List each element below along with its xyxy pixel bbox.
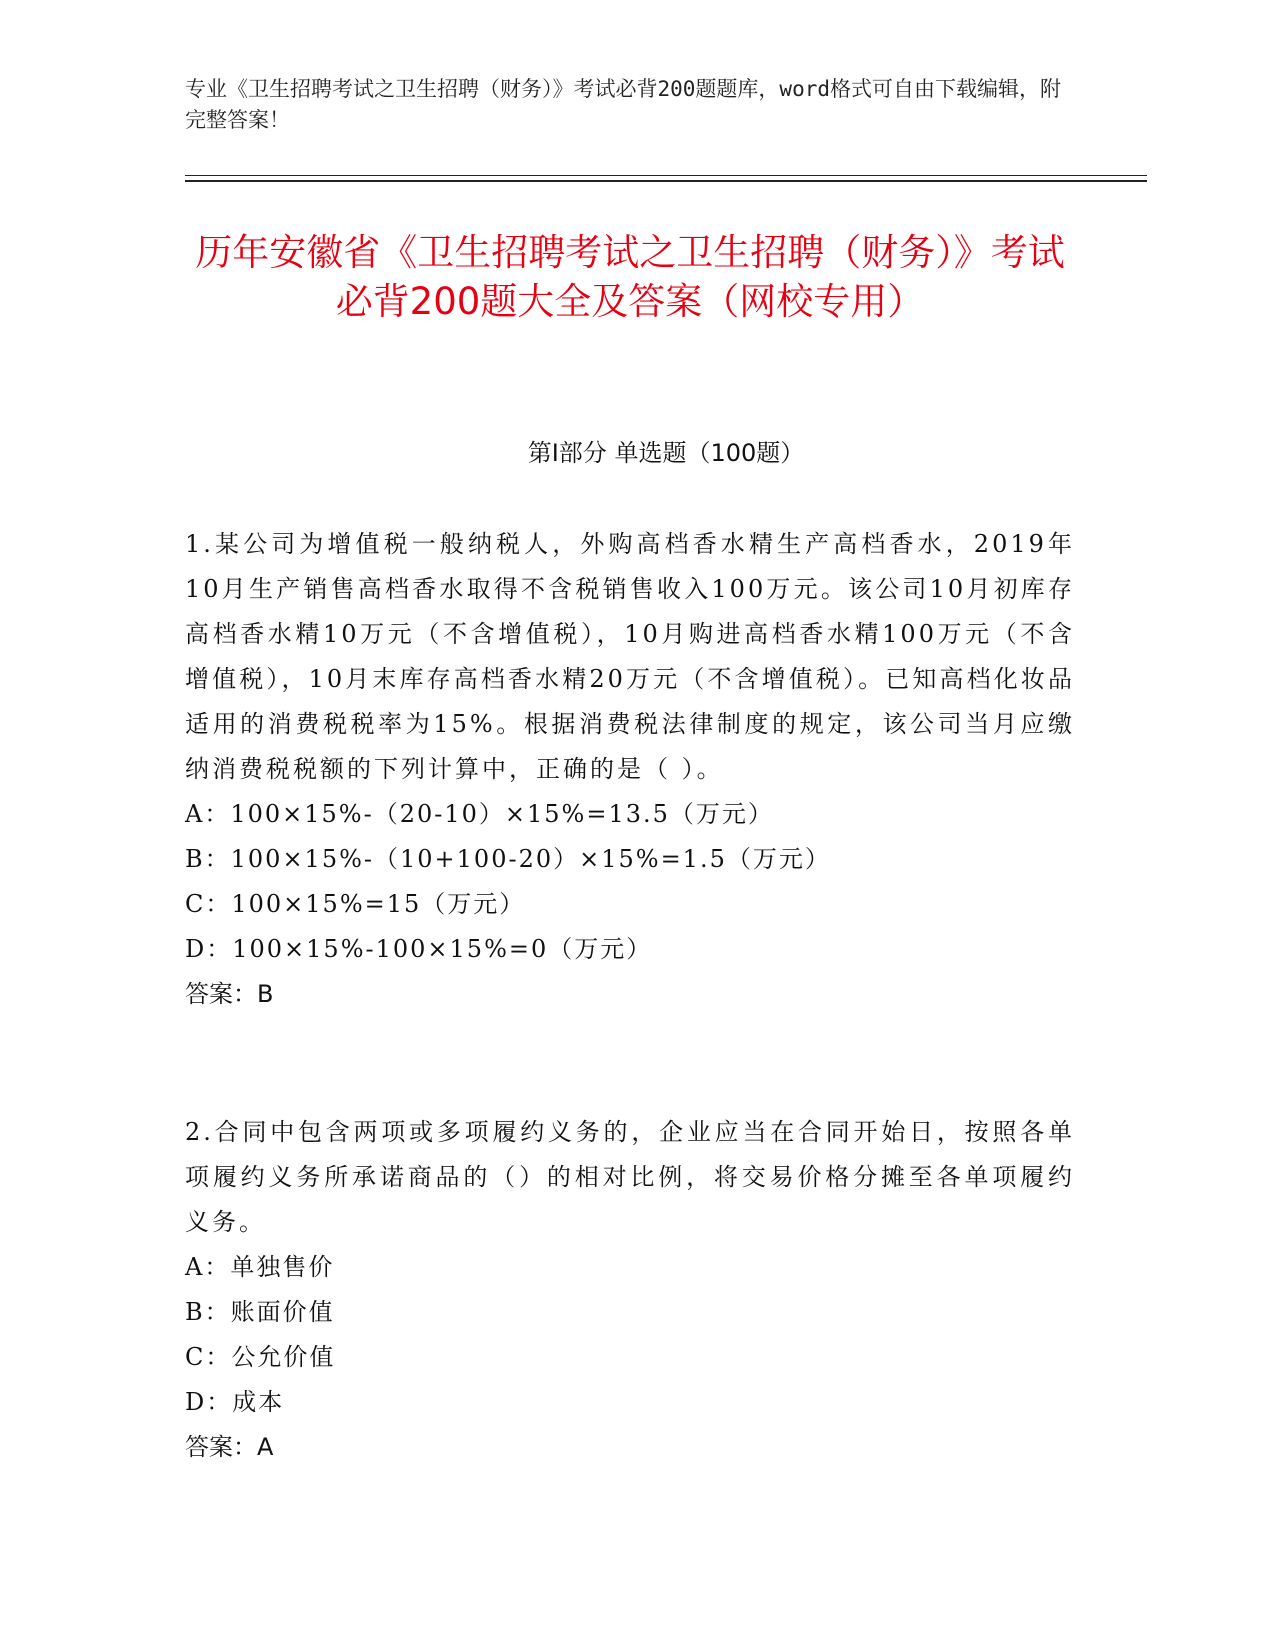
option-a: A：100×15%-（20-10）×15%=13.5（万元） bbox=[185, 800, 774, 828]
question-2 bbox=[185, 1110, 1075, 1470]
option-d: D：100×15%-100×15%=0（万元） bbox=[185, 935, 653, 963]
header-note: 专业《卫生招聘考试之卫生招聘（财务）》考试必背200题题库，word格式可自由下载编辑，附完整答案！ bbox=[185, 77, 1061, 132]
answer: 答案：A bbox=[185, 1433, 274, 1461]
option-c: C：公允价值 bbox=[185, 1343, 336, 1371]
option-b: B：账面价值 bbox=[185, 1298, 335, 1326]
option-d: D：成本 bbox=[185, 1388, 285, 1416]
option-b: B：100×15%-（10+100-20）×15%=1.5（万元） bbox=[185, 845, 831, 873]
question-1 bbox=[185, 522, 1075, 1017]
section-title: 第I部分 单选题（100题） bbox=[527, 439, 805, 467]
option-a: A：单独售价 bbox=[185, 1253, 335, 1281]
question-stem: 2.合同中包含两项或多项履约义务的，企业应当在合同开始日，按照各单项履约义务所承诺商品的（）的相对比例，将交易价格分摊至各单项履约义务。 bbox=[185, 1118, 1075, 1236]
answer: 答案：B bbox=[185, 980, 274, 1008]
header-divider-thick bbox=[185, 180, 1147, 182]
document-title: 历年安徽省《卫生招聘考试之卫生招聘（财务）》考试必背200题大全及答案（网校专用） bbox=[195, 231, 1065, 323]
question-stem: 1.某公司为增值税一般纳税人，外购高档香水精生产高档香水，2019年10月生产销售高档香水取得不含税销售收入100万元。该公司10月初库存高档香水精10万元（不含增值税），10月购进高档香水精100万元（不含增值税），10月末库存高档香水精20万元（不含增值税）。已知高档化妆品适用的消费税税率为15%。根据消费税法律制度的规定，该公司当月应缴纳消费税税额的下列计算中，正确的是（ ）。 bbox=[185, 530, 1075, 783]
option-c: C：100×15%=15（万元） bbox=[185, 890, 526, 918]
header-divider-thin bbox=[185, 175, 1147, 176]
